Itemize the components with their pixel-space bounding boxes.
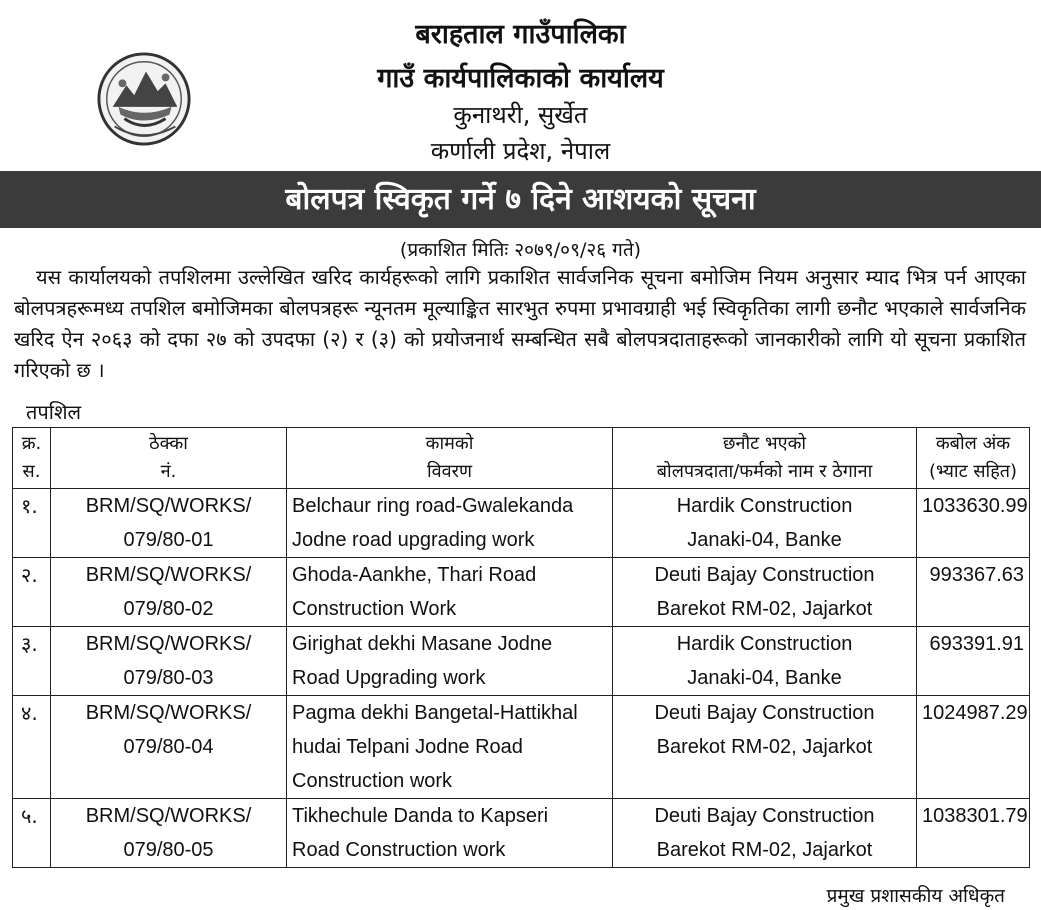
row-amount: 693391.91 (917, 627, 1030, 696)
notice-body-text: यस कार्यालयको तपशिलमा उल्लेखित खरिद कार्यहरूको लागि प्रकाशित सार्वजनिक सूचना बमोजिम नियम अनुसार म्याद भित्र पर्न आएका बोलपत्रहरूमध्य तपशिल बमोजिमका बोलपत्रहरू न्यूनतम मूल्याङ्कित सारभुत रुपमा प्रभावग्राही भई स्विकृतिका लागी छनौट भएकाले सार्वजनिक खरिद ऐन २०६३ को दफा २७ को उपदफा (२) र (३) को प्रयोजनार्थ सम्बन्धित सबै बोलपत्रदाताहरूको जानकारीको लागि यो सूचना प्रकाशित गरिएको छ । (14, 265, 1026, 382)
row-amount: 993367.63 (917, 558, 1030, 627)
row-contract-no: BRM/SQ/WORKS/ 079/80-05 (51, 799, 287, 868)
office-location: कुनाथरी, सुर्खेत (453, 101, 588, 129)
row-firm: Deuti Bajay Construction Barekot RM-02, Jajarkot (613, 799, 917, 868)
row-serial: ४. (13, 696, 51, 799)
row-amount: 1024987.29 (917, 696, 1030, 799)
row-description: Ghoda-Aankhe, Thari Road Construction Work (287, 558, 613, 627)
notice-title: बोलपत्र स्विकृत गर्ने ७ दिने आशयको सूचना (0, 171, 1041, 228)
row-contract-no: BRM/SQ/WORKS/ 079/80-01 (51, 489, 287, 558)
col-header-firm: छनौट भएको बोलपत्रदाता/फर्मको नाम र ठेगाना (613, 428, 917, 489)
tapasil-label: तपशिल (26, 400, 82, 424)
col-header-sn: क्र. स. (13, 428, 51, 489)
row-contract-no: BRM/SQ/WORKS/ 079/80-02 (51, 558, 287, 627)
row-firm: Hardik Construction Janaki-04, Banke (613, 489, 917, 558)
row-serial: १. (13, 489, 51, 558)
row-amount: 1033630.99 (917, 489, 1030, 558)
row-contract-no: BRM/SQ/WORKS/ 079/80-04 (51, 696, 287, 799)
row-description: Girighat dekhi Masane Jodne Road Upgrading work (287, 627, 613, 696)
table-row (13, 558, 1030, 627)
row-serial: ५. (13, 799, 51, 868)
published-date: (प्रकाशित मितिः २०७९/०९/२६ गते) (399, 239, 642, 261)
row-firm: Deuti Bajay Construction Barekot RM-02, Jajarkot (613, 558, 917, 627)
tender-table-header (13, 428, 1030, 489)
row-description: Belchaur ring road-Gwalekanda Jodne road upgrading work (287, 489, 613, 558)
row-amount: 1038301.79 (917, 799, 1030, 868)
notice-header (0, 0, 1041, 170)
row-firm: Hardik Construction Janaki-04, Banke (613, 627, 917, 696)
table-row (13, 696, 1030, 799)
row-description: Tikhechule Danda to Kapseri Road Construction work (287, 799, 613, 868)
table-row (13, 489, 1030, 558)
row-serial: ३. (13, 627, 51, 696)
row-description: Pagma dekhi Bangetal-Hattikhal hudai Telpani Jodne Road Construction work (287, 696, 613, 799)
signatory-title: प्रमुख प्रशासकीय अधिकृत (826, 885, 1005, 907)
row-contract-no: BRM/SQ/WORKS/ 079/80-03 (51, 627, 287, 696)
office-subtitle: गाउँ कार्यपालिकाको कार्यालय (377, 63, 664, 94)
col-header-amount: कबोल अंक (भ्याट सहित) (917, 428, 1030, 489)
notice-body (14, 262, 1026, 386)
row-serial: २. (13, 558, 51, 627)
tender-table (12, 427, 1030, 868)
office-name: बराहताल गाउँपालिका (415, 19, 626, 50)
col-header-description: कामको विवरण (287, 428, 613, 489)
table-row (13, 627, 1030, 696)
row-firm: Deuti Bajay Construction Barekot RM-02, Jajarkot (613, 696, 917, 799)
col-header-contract: ठेक्का नं. (51, 428, 287, 489)
office-province: कर्णाली प्रदेश, नेपाल (430, 137, 611, 165)
table-row (13, 799, 1030, 868)
